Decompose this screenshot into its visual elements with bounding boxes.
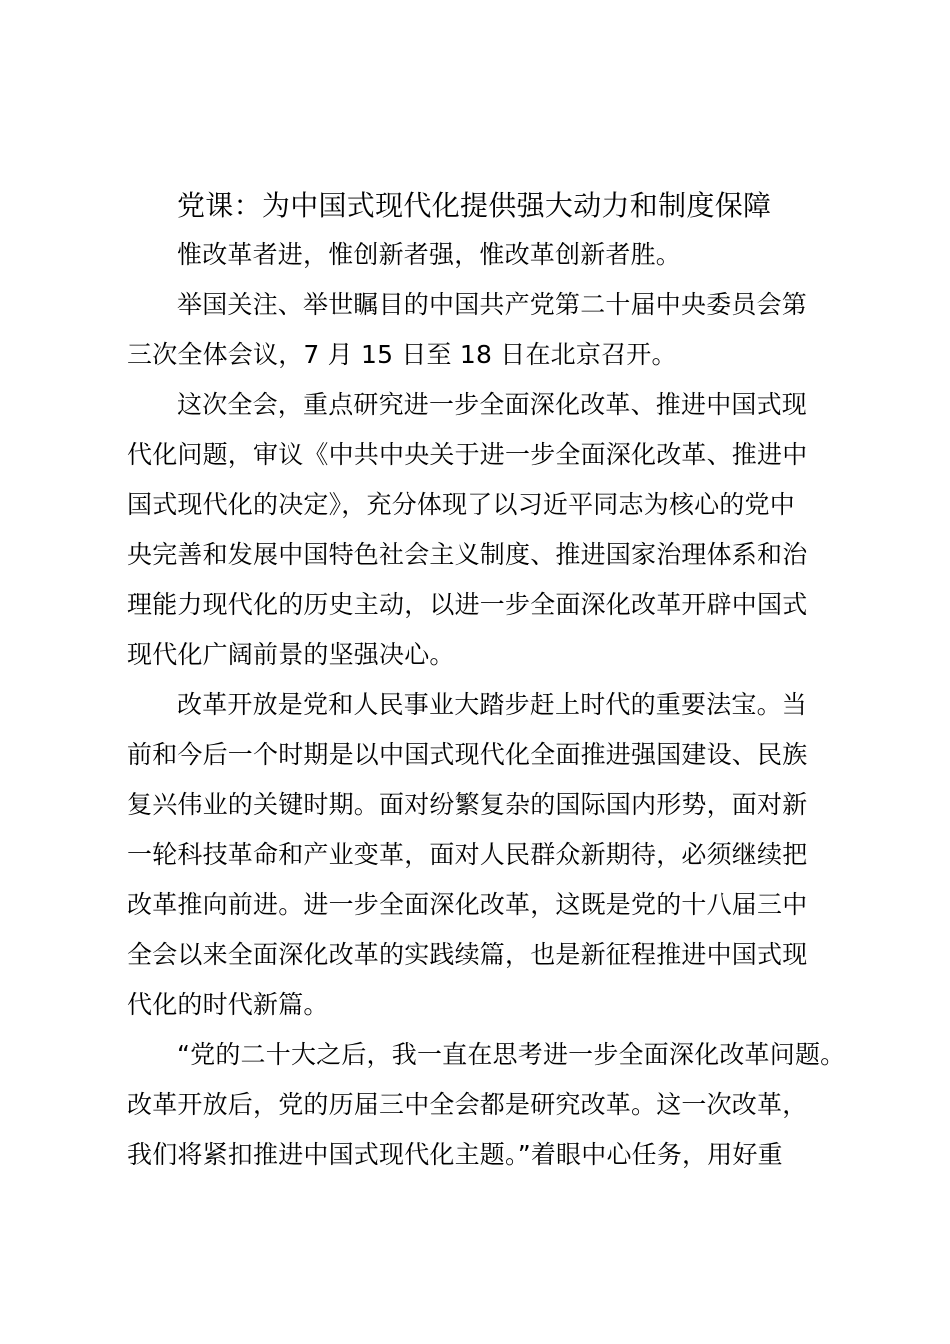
paragraph-line: 代化问题，审议《中共中央关于进一步全面深化改革、推进中 [127,440,808,469]
paragraph-line: 改革推向前进。进一步全面深化改革，这既是党的十八届三中 [127,890,808,919]
document-page [127,182,846,1180]
paragraph-line: 现代化广阔前景的坚强决心。 [127,640,455,669]
document-title: 党课：为中国式现代化提供强大动力和制度保障 [177,189,772,222]
paragraph-3 [127,380,832,680]
paragraph-line: 改革开放后，党的历届三中全会都是研究改革。这一次改革， [127,1090,808,1119]
paragraph-line: 国式现代化的决定》，充分体现了以习近平同志为核心的党中 [127,490,795,519]
paragraph-line: 举国关注、举世瞩目的中国共产党第二十届中央委员会第 [177,290,808,319]
paragraph-4 [127,680,832,1030]
paragraph-line: 这次全会，重点研究进一步全面深化改革、推进中国式现 [177,390,808,419]
paragraph-line: 代化的时代新篇。 [127,990,329,1019]
paragraph-5 [127,1030,846,1180]
paragraph-line: 央完善和发展中国特色社会主义制度、推进国家治理体系和治 [127,540,808,569]
paragraph-line: 三次全体会议，7 月 15 日至 18 日在北京召开。 [127,340,677,369]
paragraph-1 [127,230,832,280]
paragraph-line: 理能力现代化的历史主动，以进一步全面深化改革开辟中国式 [127,590,808,619]
paragraph-line: 我们将紧扣推进中国式现代化主题。”着眼中心任务，用好重 [127,1140,783,1169]
paragraph-line: 一轮科技革命和产业变革，面对人民群众新期待，必须继续把 [127,840,808,869]
paragraph-line: 前和今后一个时期是以中国式现代化全面推进强国建设、民族 [127,740,808,769]
paragraph-line: 复兴伟业的关键时期。面对纷繁复杂的国际国内形势，面对新 [127,790,808,819]
paragraph-2 [127,280,832,380]
paragraph-line: 全会以来全面深化改革的实践续篇，也是新征程推进中国式现 [127,940,808,969]
paragraph-line: “党的二十大之后，我一直在思考进一步全面深化改革问题。 [177,1040,846,1069]
paragraph-line: 改革开放是党和人民事业大踏步赶上时代的重要法宝。当 [177,690,808,719]
paragraph-line: 惟改革者进，惟创新者强，惟改革创新者胜。 [177,240,682,269]
